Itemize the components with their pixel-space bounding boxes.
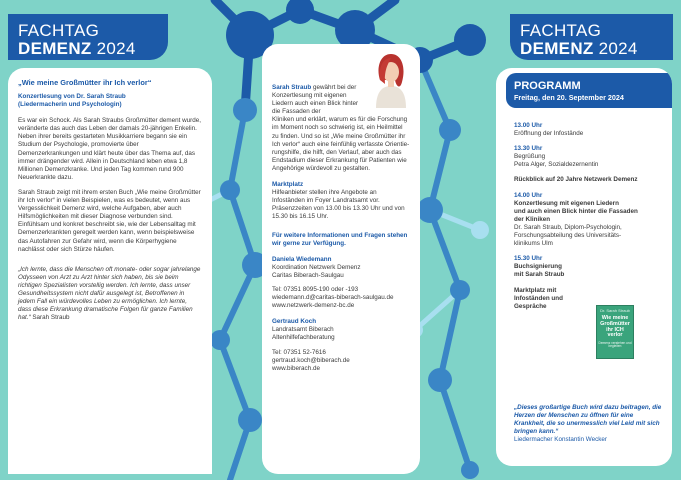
left-title: „Wie meine Großmütter ihr Ich verlor“	[18, 78, 152, 87]
right-header-line2	[520, 40, 663, 58]
left-quote	[18, 266, 202, 323]
middle-intro	[272, 84, 368, 116]
program-title: PROGRAMM	[514, 80, 581, 92]
contact2-line2: Altenhilfefachberatung	[272, 334, 335, 342]
right-header-line1: FACHTAG	[520, 21, 602, 40]
left-quote-text: „Ich lernte, dass die Menschen oft monate- oder sogar jahrelange Odysseen von Arzt zu Arzt hinter sich haben, bis sie beim richtigen Spezialisten vorstellig werden. Ich lernte, dass unser Gesundheitssystem nicht dafür ausgelegt ist, Betroffenen in jedem Fall ein würdevolles Leben zu ermöglichen. Ich lernte, dass diese Erkrankung dramatische Folgen für ganze Familien hat.“	[18, 265, 201, 322]
program-banner	[506, 73, 672, 108]
agenda-line: Infoständen und	[514, 294, 563, 302]
left-column	[8, 68, 212, 474]
agenda-line: Dr. Sarah Straub, Diplom-Psychologin,	[514, 223, 622, 231]
left-paragraph-1: Es war ein Schock. Als Sarah Straubs Großmütter dement wurde, veränderte das auch das Leben der damals 20-jährigen Enkelin. Neben ihrer bereits gestarteten Musikkarriere begann sie ein Studium der Psychologie, promovierte über Demenzerkrankungen und klärt heute über das Thema auf, das immer drängender wird. Allein in Deutschland leben etwa 1,8 Millionen Demenzkranke. Und jeden Tag kommen rund 900 Neuerkrankte dazu.	[18, 117, 202, 181]
contact2-line1: Landratsamt Biberach	[272, 326, 334, 334]
agenda-line: Rückblick auf 20 Jahre Netzwerk Demenz	[514, 176, 638, 184]
left-header-line1: FACHTAG	[18, 21, 100, 40]
agenda-item	[514, 122, 662, 138]
right-header-year: 2024	[593, 39, 638, 58]
middle-intro-name: Sarah Straub	[272, 84, 312, 91]
agenda-line: Begrüßung	[514, 153, 546, 161]
left-quote-author: Sarah Straub	[30, 314, 70, 322]
middle-intro-text-b: Kliniken und erklärt, warum es für die Forschung im Moment noch so schwierig ist, ein Heilmittel zu finden. Und so ist „Wie meine Großmütter ihr Ich verlor“ auch eine feinfühlig verfasste Orientierungshilfe, die hilft, den Verlauf, aber auch das Endstadium dieser Erkrankung für Patienten wie Angehörige würdevoll zu gestalten.	[272, 116, 410, 172]
middle-intro-cont	[272, 116, 410, 173]
contact2-email[interactable]: gertraud.koch@biberach.de	[272, 356, 350, 364]
agenda-line: klinikums Ulm	[514, 240, 553, 248]
left-subtitle1: Konzertlesung von Dr. Sarah Straub	[18, 93, 126, 100]
agenda-line: Marktplatz mit	[514, 286, 557, 294]
agenda-item	[514, 192, 662, 249]
left-subtitle2: (Liedermacherin und Psychologin)	[18, 101, 122, 109]
agenda-list	[496, 108, 672, 311]
left-header-box	[8, 14, 168, 60]
info-title: Für weitere Informationen und Fragen stehen wir gerne zur Verfügung.	[272, 231, 408, 247]
author-portrait-photo	[368, 50, 414, 110]
agenda-line: mit Sarah Straub	[514, 271, 565, 279]
agenda-line: Buchsignierung	[514, 263, 562, 271]
agenda-time: 13.30 Uhr	[514, 145, 543, 153]
agenda-item	[514, 176, 662, 184]
left-header-year: 2024	[91, 39, 136, 58]
contact2-web[interactable]: www.biberach.de	[272, 364, 320, 372]
market-text: Hilfeanbieter stellen ihre Angebote an Infoständen im Foyer Landratsamt vor. Präsenzzeiten von 13.00 bis 13.30 Uhr und von 15.30 bis 16.15 Uhr.	[272, 189, 405, 221]
book-cover-image	[596, 305, 634, 359]
contact1-phone: Tel: 07351 8095-190 oder -193	[272, 285, 359, 293]
left-header-line2	[18, 40, 158, 58]
agenda-time: 15.30 Uhr	[514, 255, 543, 263]
agenda-line: Konzertlesung mit eigenen Liedern	[514, 199, 619, 207]
agenda-line: Gespräche	[514, 302, 547, 310]
contact1-email[interactable]: wiedemann.d@caritas-biberach-saulgau.de	[272, 294, 394, 302]
middle-intro-text-a: gewährt bei der Konzertlesung mit eigenen Liedern auch einen Blick hinter die Fassaden der	[272, 84, 359, 116]
agenda-time: 13.00 Uhr	[514, 122, 543, 129]
contact1-web[interactable]: www.netzwerk-demenz-bc.de	[272, 302, 355, 310]
agenda-line: Forschungsabteilung des Universitäts-	[514, 232, 622, 240]
agenda-item	[514, 287, 662, 311]
agenda-line: Eröffnung der Infostände	[514, 130, 584, 138]
agenda-line: und auch einen Blick hinter die Fassaden	[514, 207, 638, 215]
right-quote-author: Liedermacher Konstantin Wecker	[514, 436, 607, 444]
book-title: Wie meine Großmütter ihr ICH verlor	[600, 315, 630, 339]
contact1-name: Daniela Wiedemann	[272, 255, 332, 263]
agenda-line: Petra Alger, Sozialdezernentin	[514, 161, 599, 169]
contact2-phone: Tel: 07351 52-7616	[272, 348, 326, 356]
contact1-line2: Caritas Biberach-Saulgau	[272, 271, 344, 279]
right-quote-text: „Dieses großartige Buch wird dazu beitragen, die Herzen der Menschen zu öffnen für eine Krankheit, die so unermesslich viel Leid mit sich bringen kann.“	[514, 404, 662, 436]
left-header-demenz: DEMENZ	[18, 39, 92, 58]
market-title: Marktplatz	[272, 181, 304, 189]
book-author: Dr. Sarah Straub	[600, 308, 630, 313]
agenda-time: 14.00 Uhr	[514, 191, 543, 199]
agenda-item	[514, 255, 662, 279]
agenda-item	[514, 145, 662, 169]
right-header-box	[510, 14, 673, 60]
book-subtitle: Demenz verstehen und begleiten	[598, 340, 632, 349]
contact1-line1: Koordination Netzwerk Demenz	[272, 263, 361, 271]
right-column	[496, 68, 672, 466]
program-date: Freitag, den 20. September 2024	[514, 93, 624, 102]
left-paragraph-2: Sarah Straub zeigt mit ihrem ersten Buch „Wie meine Großmütter ihr Ich verlor“ in vielen Beispielen, was es bedeutet, wenn aus Vergesslichkeit Demenz wird, welche Aufgaben, aber auch Hilfsmöglichkeiten mit dieser Diagnose verbunden sind. Einfühlsam und konkret beschreibt sie, wie der Lebensalltag mit Demenzerkrankten geregelt werden kann, wenn beispielsweise das Autofahren zur Gefahr wird, wenn die Körperhygiene nachlässt oder sich Stürze häufen.	[18, 188, 201, 253]
right-quote	[514, 404, 664, 444]
right-header-demenz: DEMENZ	[520, 39, 594, 58]
contact2-name: Gertraud Koch	[272, 318, 317, 326]
agenda-line: der Kliniken	[514, 215, 551, 223]
